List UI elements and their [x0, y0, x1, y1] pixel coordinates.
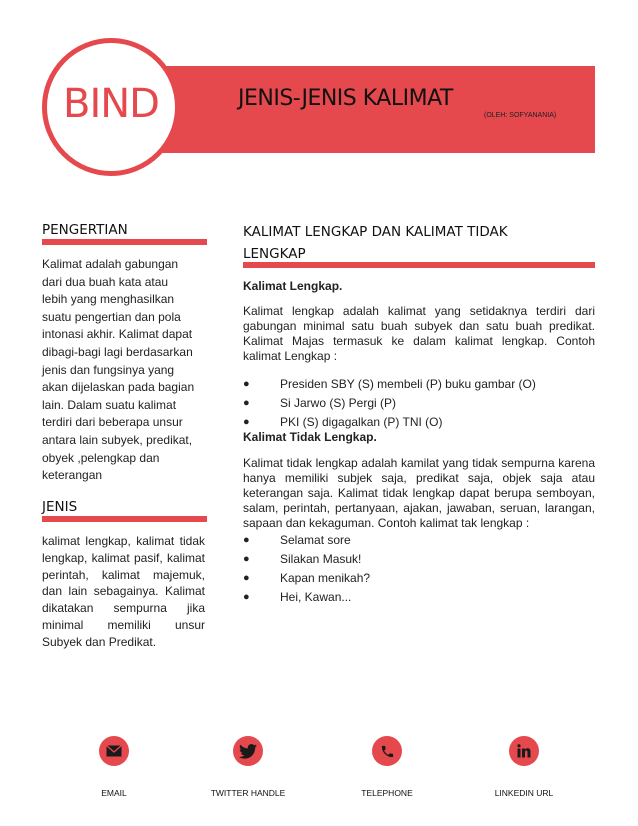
- kalimat-lengkap-section: [243, 279, 595, 607]
- footer-label: EMAIL: [101, 788, 127, 798]
- text-line: terdiri dari beberapa unsur: [42, 415, 183, 430]
- twitter-bird-icon: [233, 736, 263, 766]
- document-title: JENIS-JENIS KALIMAT: [238, 86, 453, 111]
- subheading-kalimat-lengkap: Kalimat Lengkap.: [243, 279, 343, 293]
- bullet-icon: ●: [243, 378, 250, 390]
- text-line: antara lain subyek, predikat,: [42, 432, 193, 447]
- footer-label: TWITTER HANDLE: [210, 788, 286, 798]
- section-divider: [243, 262, 595, 268]
- section-heading-pengertian: PENGERTIAN: [42, 222, 128, 238]
- bullet-icon: ●: [243, 553, 250, 565]
- heading-line: KALIMAT LENGKAP DAN KALIMAT TIDAK: [243, 224, 508, 240]
- text-line: akan dijelaskan pada bagian: [42, 380, 195, 395]
- list-item: ● PKI (S) digagalkan (P) TNI (O): [243, 413, 595, 432]
- footer-label: TELEPHONE: [361, 788, 413, 798]
- kalimat-lengkap-paragraph: Kalimat lengkap adalah kalimat yang setidaknya terdiri dari gabungan minimal satu buah subyek dan satu buah predikat. Kalimat Majas termasuk ke dalam kalimat lengkap. Contoh kalimat Lengkap :: [243, 304, 595, 363]
- jenis-body: kalimat lengkap, kalimat tidak lengkap, kalimat pasif, kalimat perintah, kalimat majemuk, dan lain sebagainya. Kalimat dikatakan sempurna jika minimal memiliki unsur Subyek dan Predikat.: [42, 534, 205, 649]
- footer-linkedin[interactable]: [464, 736, 584, 798]
- text-line: lebih yang menghasilkan: [42, 292, 175, 307]
- list-item: ● Hei, Kawan...: [243, 588, 595, 607]
- text-line: obyek ,pelengkap dan: [42, 450, 160, 465]
- text-line: jenis dan fungsinya yang: [42, 362, 175, 377]
- kalimat-tidak-lengkap-paragraph: Kalimat tidak lengkap adalah kamilat yang tidak sempurna karena hanya memiliki subjek saja, predikat saja, objek saja atau keterangan saja. Kalimat tidak lengkap dapat berupa semboyan, salam, perintah, pertanyaan, ajakan, jawaban, seruan, larangan, sapaan dan kekaguman. Contoh kalimat tak lengkap :: [243, 456, 595, 530]
- pengertian-body: [42, 256, 205, 485]
- list-item: ● Kapan menikah?: [243, 569, 595, 588]
- footer-label: LINKEDIN URL: [494, 788, 554, 798]
- list-item: ● Selamat sore: [243, 531, 595, 550]
- bullet-icon: ●: [243, 397, 250, 409]
- envelope-icon: [99, 736, 129, 766]
- footer-email[interactable]: [54, 736, 174, 798]
- footer-twitter[interactable]: [188, 736, 308, 798]
- text-line: dari dua buah kata atau: [42, 274, 169, 289]
- bullet-icon: ●: [243, 416, 250, 428]
- kalimat-tidak-lengkap-examples: [243, 531, 595, 607]
- text-line: dibagi-bagi lagi berdasarkan: [42, 344, 193, 359]
- logo-text: BIND: [63, 81, 159, 127]
- footer-telephone[interactable]: [327, 736, 447, 798]
- text-line: keterangan: [42, 468, 103, 483]
- heading-line: LENGKAP: [243, 246, 306, 262]
- text-line: lain. Dalam suatu kalimat: [42, 397, 177, 412]
- phone-icon: [372, 736, 402, 766]
- list-item: ● Presiden SBY (S) membeli (P) buku gambar (O): [243, 375, 595, 394]
- logo-circle: [42, 38, 180, 176]
- list-item: ● Silakan Masuk!: [243, 550, 595, 569]
- text-line: suatu pengertian dan pola: [42, 309, 181, 324]
- kalimat-lengkap-examples: [243, 375, 595, 432]
- linkedin-icon: [509, 736, 539, 766]
- section-divider: [42, 516, 207, 522]
- bullet-icon: ●: [243, 591, 250, 603]
- bullet-icon: ●: [243, 534, 250, 546]
- section-divider: [42, 239, 207, 245]
- bullet-icon: ●: [243, 572, 250, 584]
- subheading-kalimat-tidak-lengkap: Kalimat Tidak Lengkap.: [243, 430, 377, 444]
- text-line: intonasi akhir. Kalimat dapat: [42, 327, 193, 342]
- list-item: ● Si Jarwo (S) Pergi (P): [243, 394, 595, 413]
- author-credit: (OLEH: SOFYANANIA): [484, 112, 557, 119]
- text-line: Kalimat adalah gabungan: [42, 257, 179, 271]
- section-heading-jenis: JENIS: [42, 499, 78, 515]
- section-heading-main: [243, 221, 508, 265]
